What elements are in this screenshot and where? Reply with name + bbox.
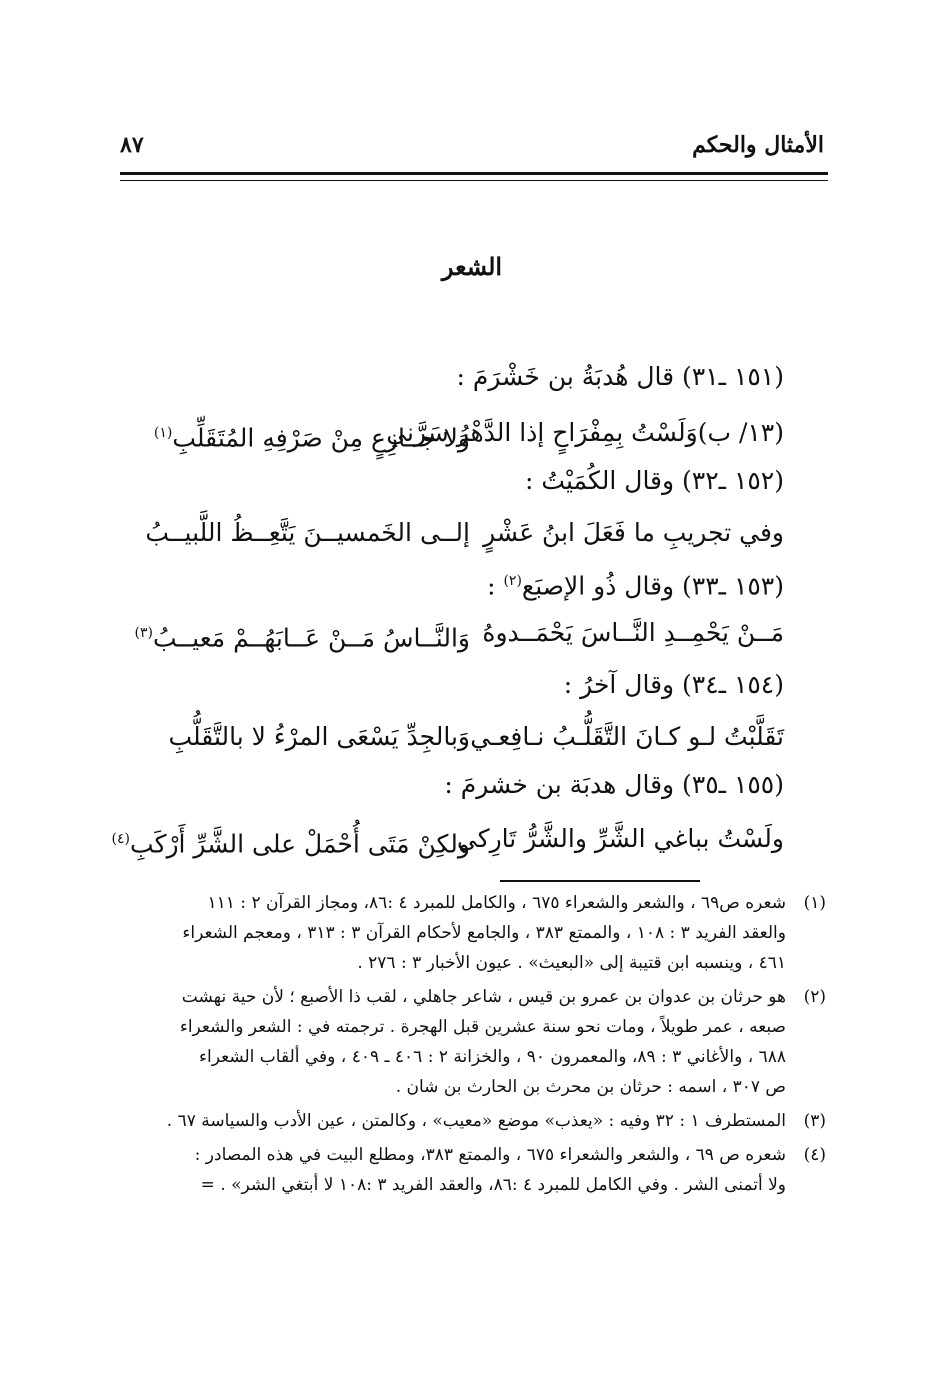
verse-second-hemistich: ولكِنْ مَتَى أُحْمَلْ على الشَّرِّ أَرْكَبِ$^{(٤)}$ [111,829,470,859]
footnote-line: صبعه ، عمر طويلاً ، ومات نحو سنة عشرين قبل الهجرة . ترجمته في : الشعر والشعراء [179,1017,786,1037]
footnote-line: شعره ص٦٩ ، والشعر والشعراء ٦٧٥ ، والكامل للمبرد ٤ :٨٦، ومجاز القرآن ٢ : ١١١ [207,893,786,913]
footnote-1 [116,888,826,978]
footnote-marker: (١) [153,425,173,441]
poem-intro: (١٥٤ ـ٣٤) وقال آخرُ : [563,670,784,699]
verse-second-hemistich: إلــى الخَمسيــنَ يَتَّعِــظُ اللَّبيــبُ [145,518,470,547]
footnote-number: (٢) [803,987,826,1007]
verse-first-hemistich: مَــنْ يَحْمِــدِ النَّــاسَ يَحْمَــدوهُ [482,618,784,647]
verse-first-hemistich: (١٣/ ب)وَلَسْتُ بِمِفْرَاحٍ إذا الدَّهْرُ سَرَّني [386,418,784,447]
poem-intro: (١٥١ ـ٣١) قال هُدبَةُ بن خَشْرَمَ : [456,362,784,391]
header-rule-thick [120,172,828,175]
footnote-marker: (٢) [503,573,522,589]
poem-intro: (١٥٢ ـ٣٢) وقال الكُمَيْتُ : [525,466,784,495]
footnote-line: ٤٦١ ، وينسبه ابن قتيبة إلى «البعيث» . عيون الأخبار ٣ : ٢٧٦ . [357,953,786,973]
section-heading: الشعر [441,252,503,281]
footnote-separator [500,880,700,882]
footnote-number: (٣) [803,1111,826,1131]
footnote-number: (٤) [803,1145,826,1165]
footnote-line: والعقد الفريد ٣ : ١٠٨ ، والممتع ٣٨٣ ، والجامع لأحكام القرآن ٣ : ٣١٣ ، ومعجم الشعراء [182,923,786,943]
footnote-line: هو حرثان بن عدوان بن عمرو بن قيس ، شاعر جاهلي ، لقب ذا الأصبع ؛ لأن حية نهشت [181,987,786,1007]
verse-second-hemistich: وَلا جــازِعٍ مِنْ صَرْفِهِ المُتَقَلِّبِ$^{(١)}$ [153,423,470,453]
running-title: الأمثال والحكم [692,132,824,158]
poem-intro: (١٥٥ ـ٣٥) وقال هدبَة بن خشرمَ : [444,770,784,799]
verse-first-hemistich: ولَسْتُ بباغي الشَّرِّ والشَّرُّ تَارِكي [456,824,784,853]
header-rule-thin [120,180,828,181]
footnote-2 [116,982,826,1102]
footnote-line: المستطرف ١ : ٣٢ وفيه : «يعذب» موضع «معيب» ، وكالمتن ، عين الأدب والسياسة ٦٧ . [166,1111,786,1131]
footnote-line: ص ٣٠٧ ، اسمه : حرثان بن محرث بن الحارث بن شان . [395,1077,786,1097]
footnote-4 [116,1140,826,1200]
footnote-line: ٦٨٨ ، والأغاني ٣ : ٨٩، والمعمرون ٩٠ ، والخزانة ٢ : ٤٠٦ ـ ٤٠٩ ، وفي ألقاب الشعراء [199,1047,786,1067]
footnote-marker: (٣) [134,625,153,641]
page-number: ٨٧ [120,132,144,158]
footnote-3 [116,1106,826,1136]
poem-intro: (١٥٣ ـ٣٣) وقال ذُو الإصبَع$^{(٢)}$ : [487,571,784,601]
footnote-line: شعره ص ٦٩ ، والشعر والشعراء ٦٧٥ ، والممتع ٣٨٣، ومطلع البيت في هذه المصادر : [194,1145,786,1165]
footnote-marker: (٤) [111,831,131,847]
footnote-number: (١) [803,893,826,913]
verse-second-hemistich: وَالنَّــاسُ مَــنْ عَــابَهُــمْ مَعيــبُ$^{(٣)}$ [134,623,470,653]
footnotes [116,888,826,1204]
footnote-line: ولا أتمنى الشر . وفي الكامل للمبرد ٤ :٨٦، والعقد الفريد ٣ :١٠٨ لا أبتغي الشر» . = [200,1175,786,1195]
verse-first-hemistich: وفي تجريبِ ما فَعَلَ ابنُ عَشْرٍ [483,518,784,547]
verse-first-hemistich: تَقَلَّبْتُ لـو كـانَ التَّقَلُّـبُ نـافِعـي [470,722,784,751]
verse-second-hemistich: وَبالجِدِّ يَسْعَى المرْءُ لا بالتَّقَلُّبِ [168,722,470,751]
